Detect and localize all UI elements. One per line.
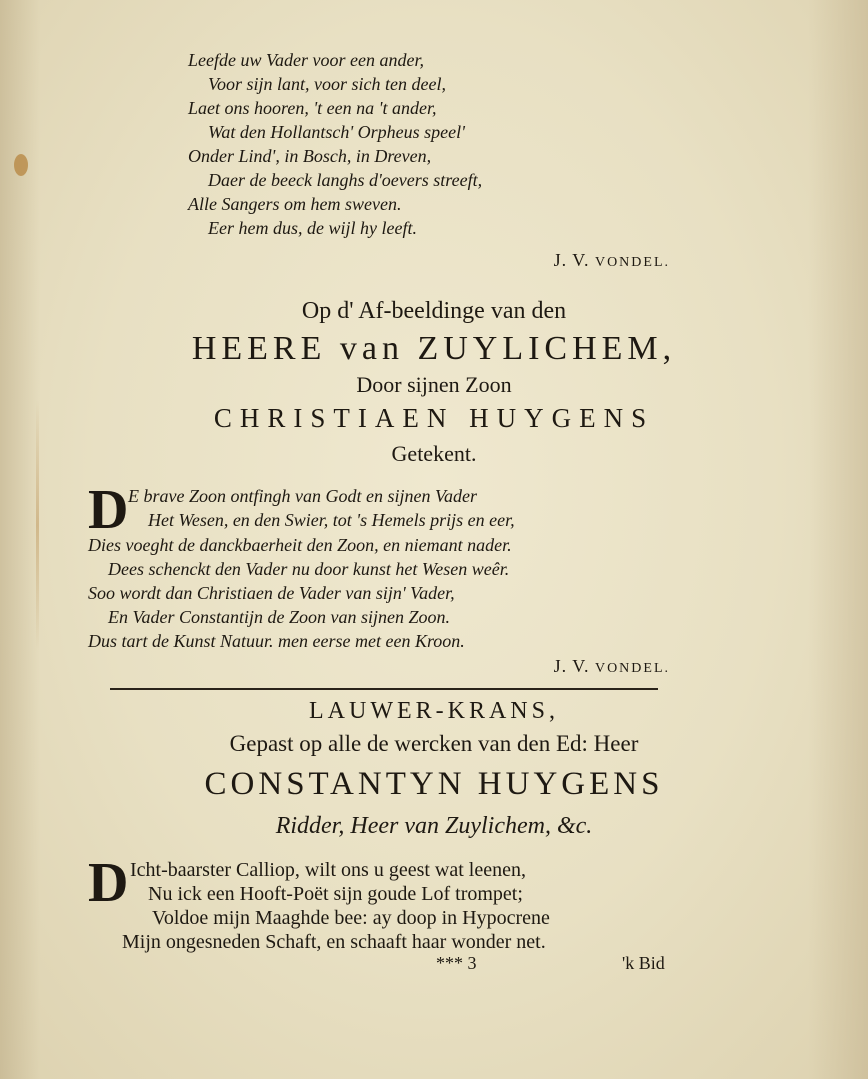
section-2-heading-line-5: Getekent. xyxy=(391,441,477,466)
poem-2-line: Soo wordt dan Christiaen de Vader van sijn' Vader, xyxy=(88,583,455,603)
poem-1-line: Leefde uw Vader voor een ander, xyxy=(188,50,424,70)
section-2-heading-line-2: HEERE van ZUYLICHEM, xyxy=(191,330,677,367)
poem-3-line: Voldoe mijn Maaghde bee: ay doop in Hypocrene xyxy=(152,907,550,929)
poem-1-line: Onder Lind', in Bosch, in Dreven, xyxy=(188,146,432,166)
section-3-heading-line-2: Gepast op alle de wercken van den Ed: Heer xyxy=(229,731,639,756)
section-3-heading-line-1: LAUWER-KRANS, xyxy=(309,698,559,724)
poem-3-line: Mijn ongesneden Schaft, en schaaft haar wonder net. xyxy=(122,931,546,953)
section-3-heading-line-3: CONSTANTYN HUYGENS xyxy=(204,766,664,802)
ink-stain-mark xyxy=(14,154,28,176)
poem-2-line: Dees schenckt den Vader nu door kunst het Wesen weêr. xyxy=(108,559,510,579)
signature-initials: J. V. xyxy=(553,250,590,270)
section-2-heading-line-3: Door sijnen Zoon xyxy=(356,372,512,397)
poem-3-line: Icht-baarster Calliop, wilt ons u geest wat leenen, xyxy=(130,859,526,881)
poem-2-line: Dus tart de Kunst Natuur. men eerse met een Kroon. xyxy=(88,631,465,651)
section-3-heading-line-4: Ridder, Heer van Zuylichem, &c. xyxy=(275,813,593,839)
paper-crease xyxy=(36,400,39,650)
poem-2-line: Dies voeght de danckbaerheit den Zoon, en niemant nader. xyxy=(88,535,512,555)
drop-cap: D xyxy=(88,852,129,914)
signature xyxy=(554,656,670,677)
signature xyxy=(554,250,670,271)
section-2-heading-line-4: CHRISTIAEN HUYGENS xyxy=(213,403,655,433)
poem-1-line: Voor sijn lant, voor sich ten deel, xyxy=(208,74,446,94)
poem-2-line: E brave Zoon ontfingh van Godt en sijnen Vader xyxy=(128,486,477,506)
signature-name: VONDEL. xyxy=(594,255,670,270)
signature-initials: J. V. xyxy=(553,656,590,676)
page-edge-shadow-right xyxy=(808,0,868,1079)
signature-name: VONDEL. xyxy=(594,661,670,676)
poem-1-line: Daer de beeck langhs d'oevers streeft, xyxy=(208,170,483,190)
drop-cap: D xyxy=(88,479,129,541)
poem-2-line: Het Wesen, en den Swier, tot 's Hemels prijs en eer, xyxy=(148,510,515,530)
poem-1-line: Alle Sangers om hem sweven. xyxy=(188,194,402,214)
poem-1-line: Laet ons hooren, 't een na 't ander, xyxy=(188,98,437,118)
section-divider-rule xyxy=(110,688,658,690)
signature-mark: *** 3 xyxy=(436,953,477,973)
poem-2-line: En Vader Constantijn de Zoon van sijnen Zoon. xyxy=(108,607,450,627)
section-2-heading-line-1: Op d' Af-beeldinge van den xyxy=(301,298,567,324)
poem-1-line: Eer hem dus, de wijl hy leeft. xyxy=(208,218,417,238)
catchword: 'k Bid xyxy=(622,953,665,973)
poem-3-line: Nu ick een Hooft-Poët sijn goude Lof trompet; xyxy=(148,883,523,905)
poem-1-line: Wat den Hollantsch' Orpheus speel' xyxy=(208,122,466,142)
